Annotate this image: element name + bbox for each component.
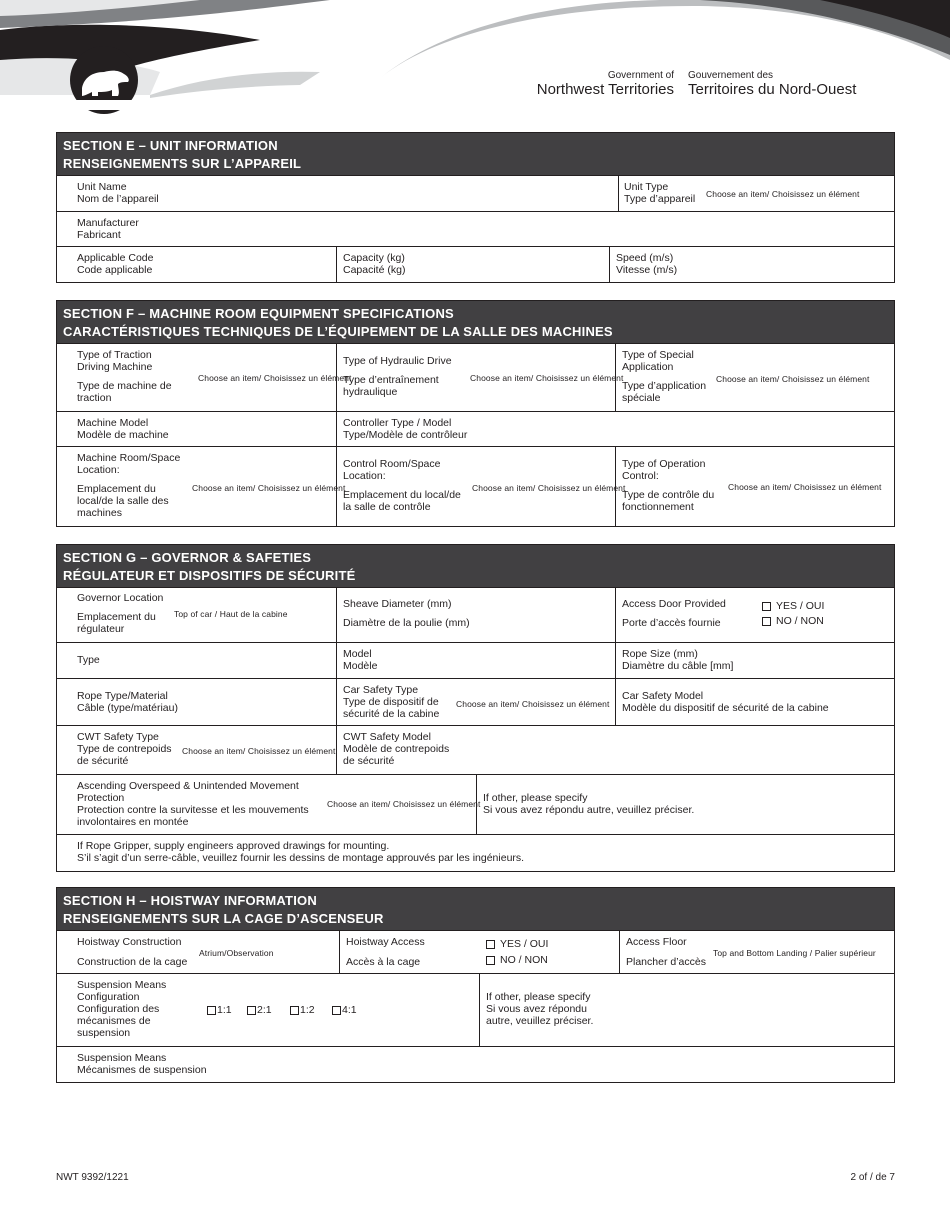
ascending-overspeed-field[interactable]: Ascending Overspeed & Unintended Movement Protection Protection contre la survitesse et les mouvements involontaires en montée Choose an item/ Choisissez un élément (77, 780, 481, 828)
control-room-field[interactable]: Control Room/Space Location: Emplacement du local/de la salle de contrôle Choose an item/ Choisissez un élément (336, 447, 615, 526)
ratio-1-1[interactable]: 1:1 (207, 1004, 232, 1016)
suspension-other-field[interactable]: If other, please specify Si vous avez répondu autre, veuillez préciser. (479, 974, 896, 1046)
ascending-overspeed-dropdown[interactable]: Choose an item/ Choisissez un élément (327, 799, 481, 809)
rope-size-field[interactable]: Rope Size (mm) Diamètre du câble [mm] (615, 643, 896, 678)
form-number: NWT 9392/1221 (56, 1172, 129, 1183)
speed-field[interactable]: Speed (m/s) Vitesse (m/s) (609, 247, 896, 282)
checkbox-icon[interactable] (332, 1006, 341, 1015)
hoistway-construction-field[interactable]: Hoistway Construction Construction de la cage Atrium/Observation (57, 931, 339, 973)
section-g-row-3 (57, 678, 894, 725)
checkbox-icon[interactable] (486, 956, 495, 965)
machine-model-field[interactable]: Machine Model Modèle de machine (77, 417, 169, 441)
unit-type-dropdown[interactable]: Choose an item/ Choisissez un élément (706, 189, 860, 199)
model-field[interactable]: Model Modèle (336, 643, 615, 678)
ratio-4-1[interactable]: 4:1 (332, 1004, 357, 1016)
section-h-header: SECTION H – HOISTWAY INFORMATION RENSEIGNEMENTS SUR LA CAGE D’ASCENSEUR (57, 888, 894, 930)
gov-name-french: Gouvernement des Territoires du Nord-Ouest (688, 70, 857, 98)
checkbox-icon[interactable] (762, 602, 771, 611)
suspension-config-field: Suspension Means Configuration Configuration des mécanismes de suspension 1:1 2:1 1:2 4:1 (77, 979, 357, 1039)
access-door-field: Access Door Provided Porte d’accès fournie YES / OUI NO / NON (615, 588, 896, 642)
unit-name-field[interactable]: Unit Name Nom de l’appareil (77, 181, 159, 205)
control-room-dropdown[interactable]: Choose an item/ Choisissez un élément (472, 483, 626, 493)
section-g-header: SECTION G – GOVERNOR & SAFETIES RÉGULATEUR ET DISPOSITIFS DE SÉCURITÉ (57, 545, 894, 587)
section-f-row-1 (57, 343, 894, 411)
special-application-field[interactable]: Type of Special Application Type d’application spéciale Choose an item/ Choisissez un élément (615, 344, 896, 411)
capacity-field[interactable]: Capacity (kg) Capacité (kg) (336, 247, 609, 282)
section-h-row-2 (57, 973, 894, 1046)
ratio-2-1[interactable]: 2:1 (247, 1004, 272, 1016)
traction-type-field[interactable]: Type of Traction Driving Machine Type de machine de traction Choose an item/ Choisissez un élément (77, 349, 352, 404)
rope-type-field[interactable]: Rope Type/Material Câble (type/matériau) (77, 690, 178, 714)
car-safety-type-field[interactable]: Car Safety Type Type de dispositif de sécurité de la cabine Choose an item/ Choisissez un élément (336, 679, 615, 725)
section-g (56, 544, 895, 872)
section-e-row-3 (57, 246, 894, 282)
section-g-row-6 (57, 834, 894, 871)
checkbox-icon[interactable] (290, 1006, 299, 1015)
checkbox-icon[interactable] (207, 1006, 216, 1015)
checkbox-icon[interactable] (762, 617, 771, 626)
hydraulic-drive-dropdown[interactable]: Choose an item/ Choisissez un élément (470, 373, 624, 383)
page-number: 2 of / de 7 (850, 1172, 895, 1183)
sheave-diameter-field[interactable]: Sheave Diameter (mm) Diamètre de la poulie (mm) (336, 588, 615, 642)
ratio-1-2[interactable]: 1:2 (290, 1004, 315, 1016)
ascending-other-field[interactable]: If other, please specify Si vous avez répondu autre, veuillez préciser. (476, 775, 896, 834)
access-floor-dropdown[interactable]: Top and Bottom Landing / Palier supérieur (713, 948, 876, 958)
car-safety-type-dropdown[interactable]: Choose an item/ Choisissez un élément (456, 699, 610, 709)
hydraulic-drive-field[interactable]: Type of Hydraulic Drive Type d’entraînement hydraulique Choose an item/ Choisissez un élément (336, 344, 615, 411)
access-door-yes[interactable]: YES / OUI (762, 600, 824, 612)
section-f-header: SECTION F – MACHINE ROOM EQUIPMENT SPECIFICATIONS CARACTÉRISTIQUES TECHNIQUES DE L’ÉQUIPEMENT DE LA SALLE DES MACHINES (57, 301, 894, 343)
section-e-row-2 (57, 211, 894, 246)
section-h-row-1 (57, 930, 894, 973)
access-floor-field[interactable]: Access Floor Plancher d’accès Top and Bottom Landing / Palier supérieur (619, 931, 896, 973)
operation-control-dropdown[interactable]: Choose an item/ Choisissez un élément (728, 482, 882, 492)
governor-location-field[interactable]: Governor Location Emplacement du régulateur Top of car / Haut de la cabine (57, 588, 336, 642)
section-g-row-2 (57, 642, 894, 678)
controller-field[interactable]: Controller Type / Model Type/Modèle de contrôleur (336, 412, 896, 446)
machine-room-field[interactable]: Machine Room/Space Location: Emplacement du local/de la salle des machines Choose an item/ Choisissez un élément (77, 452, 346, 519)
section-f-row-3 (57, 446, 894, 526)
machine-room-dropdown[interactable]: Choose an item/ Choisissez un élément (192, 483, 346, 493)
hoistway-access-yes[interactable]: YES / OUI (486, 938, 548, 950)
section-h-row-3 (57, 1046, 894, 1082)
section-f (56, 300, 895, 527)
type-field[interactable]: Type (77, 654, 100, 666)
section-g-row-4 (57, 725, 894, 774)
checkbox-icon[interactable] (486, 940, 495, 949)
unit-type-field[interactable]: Unit Type Type d’appareil Choose an item/ Choisissez un élément (618, 176, 896, 211)
car-safety-model-field[interactable]: Car Safety Model Modèle du dispositif de sécurité de la cabine (615, 679, 896, 725)
checkbox-icon[interactable] (247, 1006, 256, 1015)
section-e-header: SECTION E – UNIT INFORMATION RENSEIGNEMENTS SUR L’APPAREIL (57, 133, 894, 175)
hoistway-access-field: Hoistway Access Accès à la cage YES / OUI NO / NON (339, 931, 619, 973)
section-e-row-1 (57, 175, 894, 211)
cwt-safety-type-field[interactable]: CWT Safety Type Type de contrepoids de sécurité Choose an item/ Choisissez un élément (77, 731, 336, 767)
cwt-safety-type-dropdown[interactable]: Choose an item/ Choisissez un élément (182, 746, 336, 756)
cwt-safety-model-field[interactable]: CWT Safety Model Modèle de contrepoids de sécurité (336, 726, 896, 774)
traction-type-dropdown[interactable]: Choose an item/ Choisissez un élément (198, 373, 352, 383)
applicable-code-field[interactable]: Applicable Code Code applicable (77, 252, 154, 276)
suspension-means-field[interactable]: Suspension Means Mécanismes de suspension (77, 1052, 207, 1076)
access-door-no[interactable]: NO / NON (762, 615, 824, 627)
gov-name-english: Government of Northwest Territories (536, 70, 674, 98)
section-e (56, 132, 895, 283)
governor-location-dropdown[interactable]: Top of car / Haut de la cabine (174, 609, 288, 619)
rope-gripper-note: If Rope Gripper, supply engineers approved drawings for mounting. S’il s’agit d’un serre-câble, veuillez fournir les dessins de montage approuvés par les ingénieurs. (77, 840, 525, 864)
section-g-row-5 (57, 774, 894, 834)
section-g-row-1 (57, 587, 894, 642)
special-application-dropdown[interactable]: Choose an item/ Choisissez un élément (716, 374, 870, 384)
hoistway-access-no[interactable]: NO / NON (486, 954, 548, 966)
hoistway-construction-dropdown[interactable]: Atrium/Observation (199, 948, 274, 958)
section-h (56, 887, 895, 1083)
operation-control-field[interactable]: Type of Operation Control: Type de contrôle du fonctionnement Choose an item/ Choisissez un élément (615, 447, 896, 526)
manufacturer-field[interactable]: Manufacturer Fabricant (77, 217, 139, 241)
section-f-row-2 (57, 411, 894, 446)
